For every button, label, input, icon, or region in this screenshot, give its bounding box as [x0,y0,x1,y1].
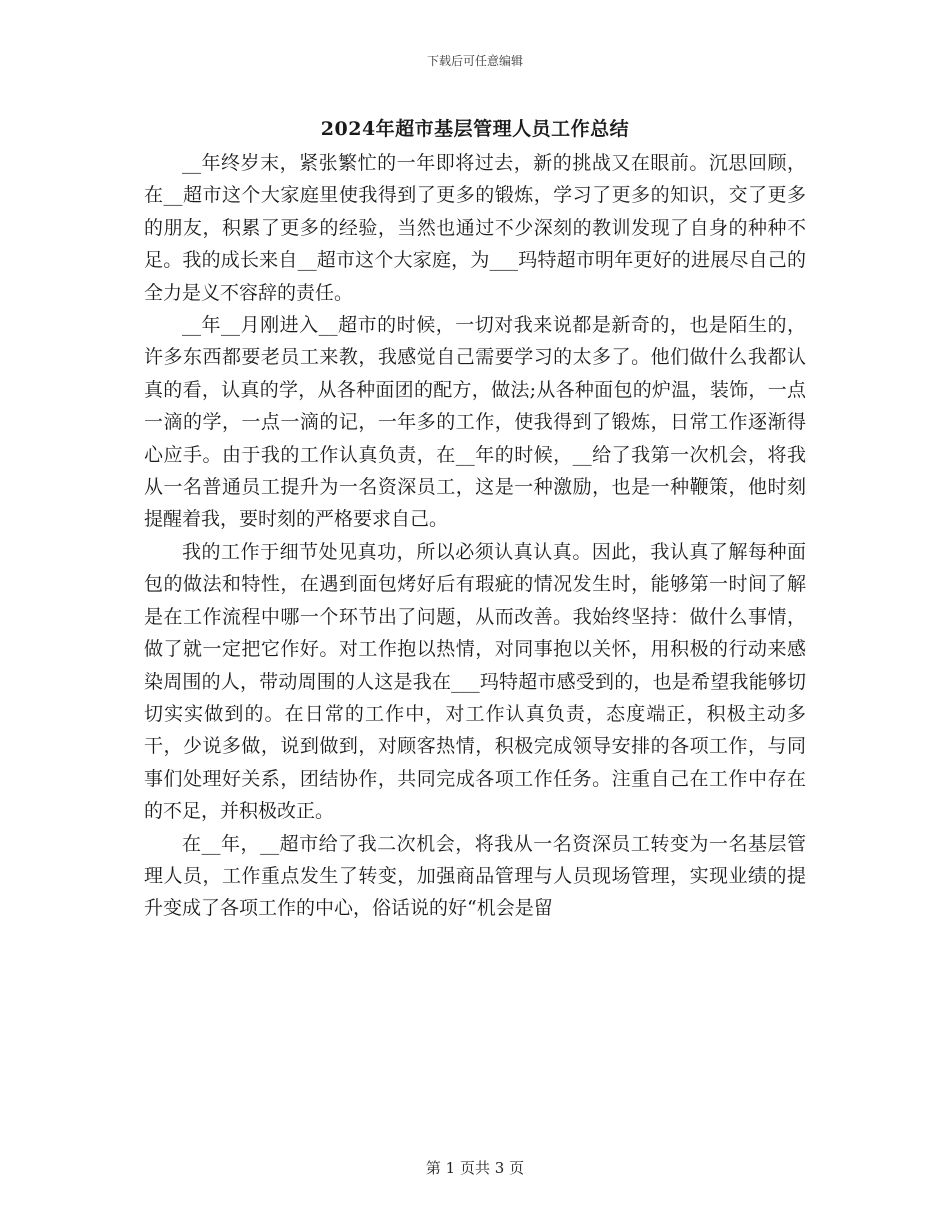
document-title: 2024年超市基层管理人员工作总结 [320,118,630,140]
paragraph-2: __年__月刚进入__超市的时候，一切对我来说都是新奇的，也是陌生的，许多东西都要老员工来教，我感觉自己需要学习的太多了。他们做什么我都认真的看，认真的学，从各种面团的配方，做法;从各种面包的炉温，装饰，一点一滴的学，一点一滴的记，一年多的工作，使我得到了锻炼，日常工作逐渐得心应手。由于我的工作认真负责，在__年的时候，__给了我第一次机会，将我从一名普通员工提升为一名资深员工，这是一种激励，也是一种鞭策，他时刻提醒着我，要时刻的严格要求自己。 [144,314,806,531]
header-note: 下载后可任意编辑 [426,54,523,68]
page-indicator: 第 1 页共 3 页 [425,1159,525,1177]
document-body [144,147,806,925]
paragraph-4: 在__年，__超市给了我二次机会，将我从一名资深员工转变为一名基层管理人员，工作重点发生了转变，加强商品管理与人员现场管理，实现业绩的提升变成了各项工作的中心，俗话说的好“机会是留 [144,832,806,920]
paragraph-1: __年终岁末，紧张繁忙的一年即将过去，新的挑战又在眼前。沉思回顾，在__超市这个大家庭里使我得到了更多的锻炼，学习了更多的知识，交了更多的朋友，积累了更多的经验，当然也通过不少深刻的教训发现了自身的种种不足。我的成长来自__超市这个大家庭，为___玛特超市明年更好的进展尽自己的全力是义不容辞的责任。 [144,152,806,304]
paragraph-3: 我的工作于细节处见真功，所以必须认真认真。因此，我认真了解每种面包的做法和特性，在遇到面包烤好后有瑕疵的情况发生时，能够第一时间了解是在工作流程中哪一个环节出了问题，从而改善。我始终坚持：做什么事情，做了就一定把它作好。对工作抱以热情，对同事抱以关怀，用积极的行动来感染周围的人，带动周围的人这是我在___玛特超市感受到的，也是希望我能够切切实实做到的。在日常的工作中，对工作认真负责，态度端正，积极主动多干，少说多做，说到做到，对顾客热情，积极完成领导安排的各项工作，与同事们处理好关系，团结协作，共同完成各项工作任务。注重自己在工作中存在的不足，并积极改正。 [144,540,806,823]
